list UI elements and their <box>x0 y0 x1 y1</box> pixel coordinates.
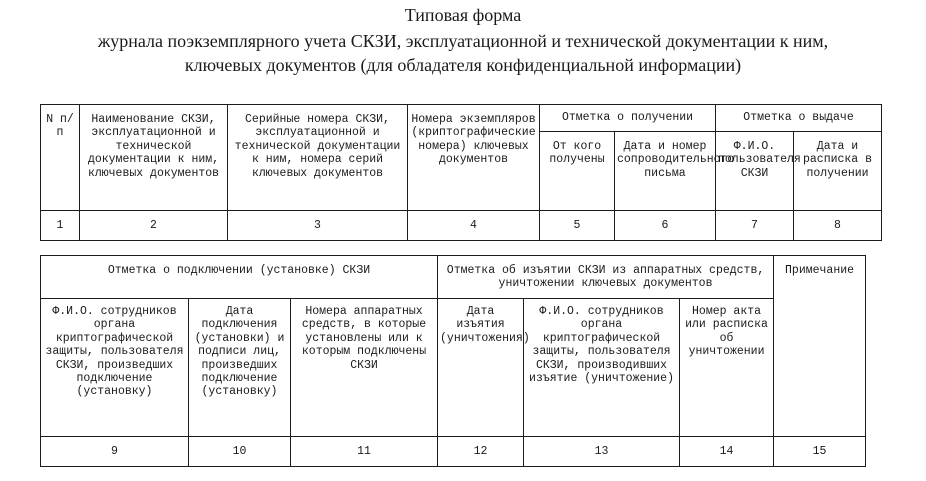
column-number: 10 <box>189 437 291 467</box>
column-number: 8 <box>794 211 882 241</box>
column-number: 14 <box>680 437 774 467</box>
header-remarks: Примечание <box>774 256 866 437</box>
column-number: 7 <box>716 211 794 241</box>
header-received-group: Отметка о получении <box>540 105 716 132</box>
column-number: 4 <box>408 211 540 241</box>
column-number: 15 <box>774 437 866 467</box>
column-number: 12 <box>438 437 524 467</box>
header-skzi-name: Наименование СКЗИ, эксплуатационной и технической документации к ним, ключевых документов <box>80 105 228 211</box>
header-connection-group: Отметка о подключении (установке) СКЗИ <box>41 256 438 299</box>
column-number: 1 <box>41 211 80 241</box>
header-row-number: N п/п <box>41 105 80 211</box>
column-number: 3 <box>228 211 408 241</box>
column-number: 6 <box>615 211 716 241</box>
header-hardware-numbers: Номера аппаратных средств, в которые установлены или к которым подключены СКЗИ <box>291 299 438 437</box>
header-letter-date-number: Дата и номер сопроводительного письма <box>615 132 716 211</box>
header-user-name: Ф.И.О. пользователя СКЗИ <box>716 132 794 211</box>
column-number: 2 <box>80 211 228 241</box>
journal-table-part1 <box>40 104 882 241</box>
header-remover-names: Ф.И.О. сотрудников органа криптографической защиты, пользователя СКЗИ, производивших изъятие (уничтожение) <box>524 299 680 437</box>
header-connection-date: Дата подключения (установки) и подписи лиц, произведших подключение (установку) <box>189 299 291 437</box>
header-removal-group: Отметка об изъятии СКЗИ из аппаратных средств, уничтожении ключевых документов <box>438 256 774 299</box>
header-received-from: От кого получены <box>540 132 615 211</box>
header-issued-group: Отметка о выдаче <box>716 105 882 132</box>
header-destruction-act: Номер акта или расписка об уничтожении <box>680 299 774 437</box>
header-copy-numbers: Номера экземпляров (криптографические номера) ключевых документов <box>408 105 540 211</box>
header-serial-numbers: Серийные номера СКЗИ, эксплуатационной и технической документации к ним, номера серий ключевых документов <box>228 105 408 211</box>
column-number: 9 <box>41 437 189 467</box>
column-number: 13 <box>524 437 680 467</box>
column-number: 11 <box>291 437 438 467</box>
column-number: 5 <box>540 211 615 241</box>
form-subtitle-line2: ключевых документов (для обладателя конфиденциальной информации) <box>184 55 742 75</box>
header-receipt-date: Дата и расписка в получении <box>794 132 882 211</box>
form-subtitle-line1: журнала поэкземплярного учета СКЗИ, эксплуатационной и технической документации к ним, <box>97 31 829 51</box>
header-connector-names: Ф.И.О. сотрудников органа криптографической защиты, пользователя СКЗИ, произведших подключение (установку) <box>41 299 189 437</box>
form-title: Типовая форма <box>404 5 522 25</box>
header-removal-date: Дата изъятия (уничтожения) <box>438 299 524 437</box>
journal-table-part2 <box>40 255 866 467</box>
